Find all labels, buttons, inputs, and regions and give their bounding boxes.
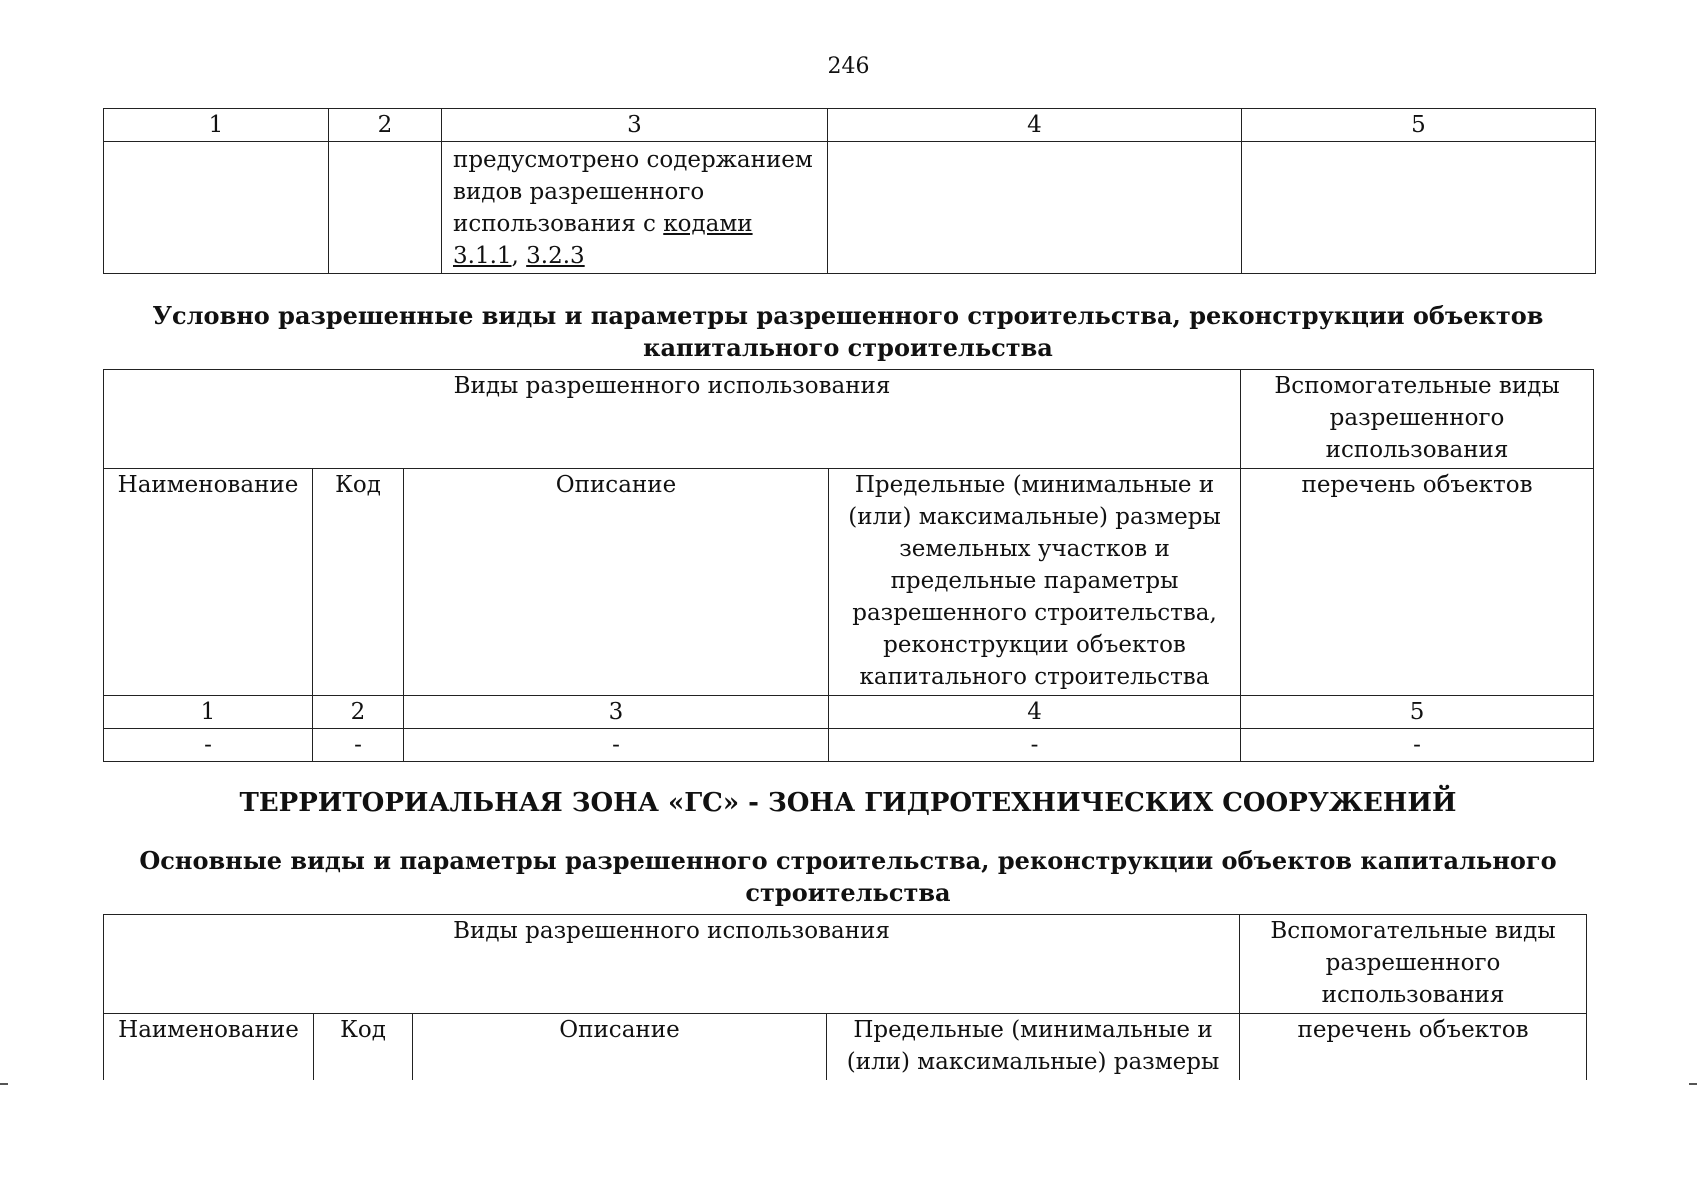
section-heading-main: [103, 845, 1593, 909]
col-code-header: Код: [313, 469, 404, 696]
col-number-4: 4: [828, 109, 1242, 142]
heading-line: Условно разрешенные виды и параметры разрешенного строительства, реконструкции объектов: [152, 301, 1544, 330]
main-uses-table-clip: [101, 912, 1601, 1080]
continuation-table: [103, 108, 1596, 274]
cell-empty: [828, 142, 1242, 274]
col-number-4: 4: [829, 696, 1241, 729]
col-number-1: 1: [104, 109, 329, 142]
col-number-5: 5: [1242, 109, 1596, 142]
column-numbers-row: [104, 696, 1594, 729]
empty-value-cell: -: [104, 729, 313, 762]
zone-title: ТЕРРИТОРИАЛЬНАЯ ЗОНА «ГС» - ЗОНА ГИДРОТЕХНИЧЕСКИХ СООРУЖЕНИЙ: [239, 788, 1457, 818]
col-number-3: 3: [404, 696, 829, 729]
col-number-1: 1: [104, 696, 313, 729]
code-link[interactable]: кодами 3.1.1: [453, 211, 753, 269]
column-numbers-row: [104, 109, 1596, 142]
separator: ,: [511, 243, 519, 269]
col-limits-header: Предельные (минимальные и (или) максимальные) размеры: [827, 1014, 1240, 1081]
col-name-header: Наименование: [104, 469, 313, 696]
heading-line: Основные виды и параметры разрешенного строительства, реконструкции объектов капитального: [139, 846, 1557, 875]
col-limits-header: Предельные (минимальные и (или) максимальные) размеры земельных участков и предельные параметры разрешенного строительства, реконструкции объектов капитального строительства: [829, 469, 1241, 696]
col-name-header: Наименование: [104, 1014, 314, 1081]
column-header-row: [104, 1014, 1587, 1081]
section-heading-conditional: [103, 300, 1593, 364]
col-list-header: перечень объектов: [1241, 469, 1594, 696]
cell-empty: [329, 142, 442, 274]
main-uses-table: [103, 914, 1587, 1080]
group-header-row: [104, 915, 1587, 1014]
col-number-2: 2: [313, 696, 404, 729]
group-header-cell: Виды разрешенного использования: [104, 915, 1240, 1014]
aux-header-cell: Вспомогательные виды разрешенного использования: [1240, 915, 1587, 1014]
table-row: [104, 729, 1594, 762]
col-description-header: Описание: [413, 1014, 827, 1081]
aux-header-cell: Вспомогательные виды разрешенного использования: [1241, 370, 1594, 469]
scan-edge-mark: [0, 1083, 8, 1085]
conditional-uses-table: [103, 369, 1594, 762]
page-number: 246: [827, 54, 870, 79]
empty-value-cell: -: [313, 729, 404, 762]
col-number-2: 2: [329, 109, 442, 142]
col-list-header: перечень объектов: [1240, 1014, 1587, 1081]
description-text: предусмотрено содержанием видов разрешенного использования с: [453, 147, 813, 237]
col-code-header: Код: [314, 1014, 413, 1081]
group-header-cell: Виды разрешенного использования: [104, 370, 1241, 469]
heading-line: строительства: [745, 878, 951, 907]
heading-line: капитального строительства: [643, 333, 1053, 362]
cell-empty: [104, 142, 329, 274]
empty-value-cell: -: [1241, 729, 1594, 762]
empty-value-cell: -: [404, 729, 829, 762]
column-header-row: [104, 469, 1594, 696]
empty-value-cell: -: [829, 729, 1241, 762]
col-description-header: Описание: [404, 469, 829, 696]
scan-edge-mark: [1689, 1083, 1697, 1085]
col-number-3: 3: [442, 109, 828, 142]
code-link[interactable]: 3.2.3: [526, 243, 585, 269]
group-header-row: [104, 370, 1594, 469]
col-number-5: 5: [1241, 696, 1594, 729]
cell-empty: [1242, 142, 1596, 274]
table-row: [104, 142, 1596, 274]
description-cell: [442, 142, 828, 274]
